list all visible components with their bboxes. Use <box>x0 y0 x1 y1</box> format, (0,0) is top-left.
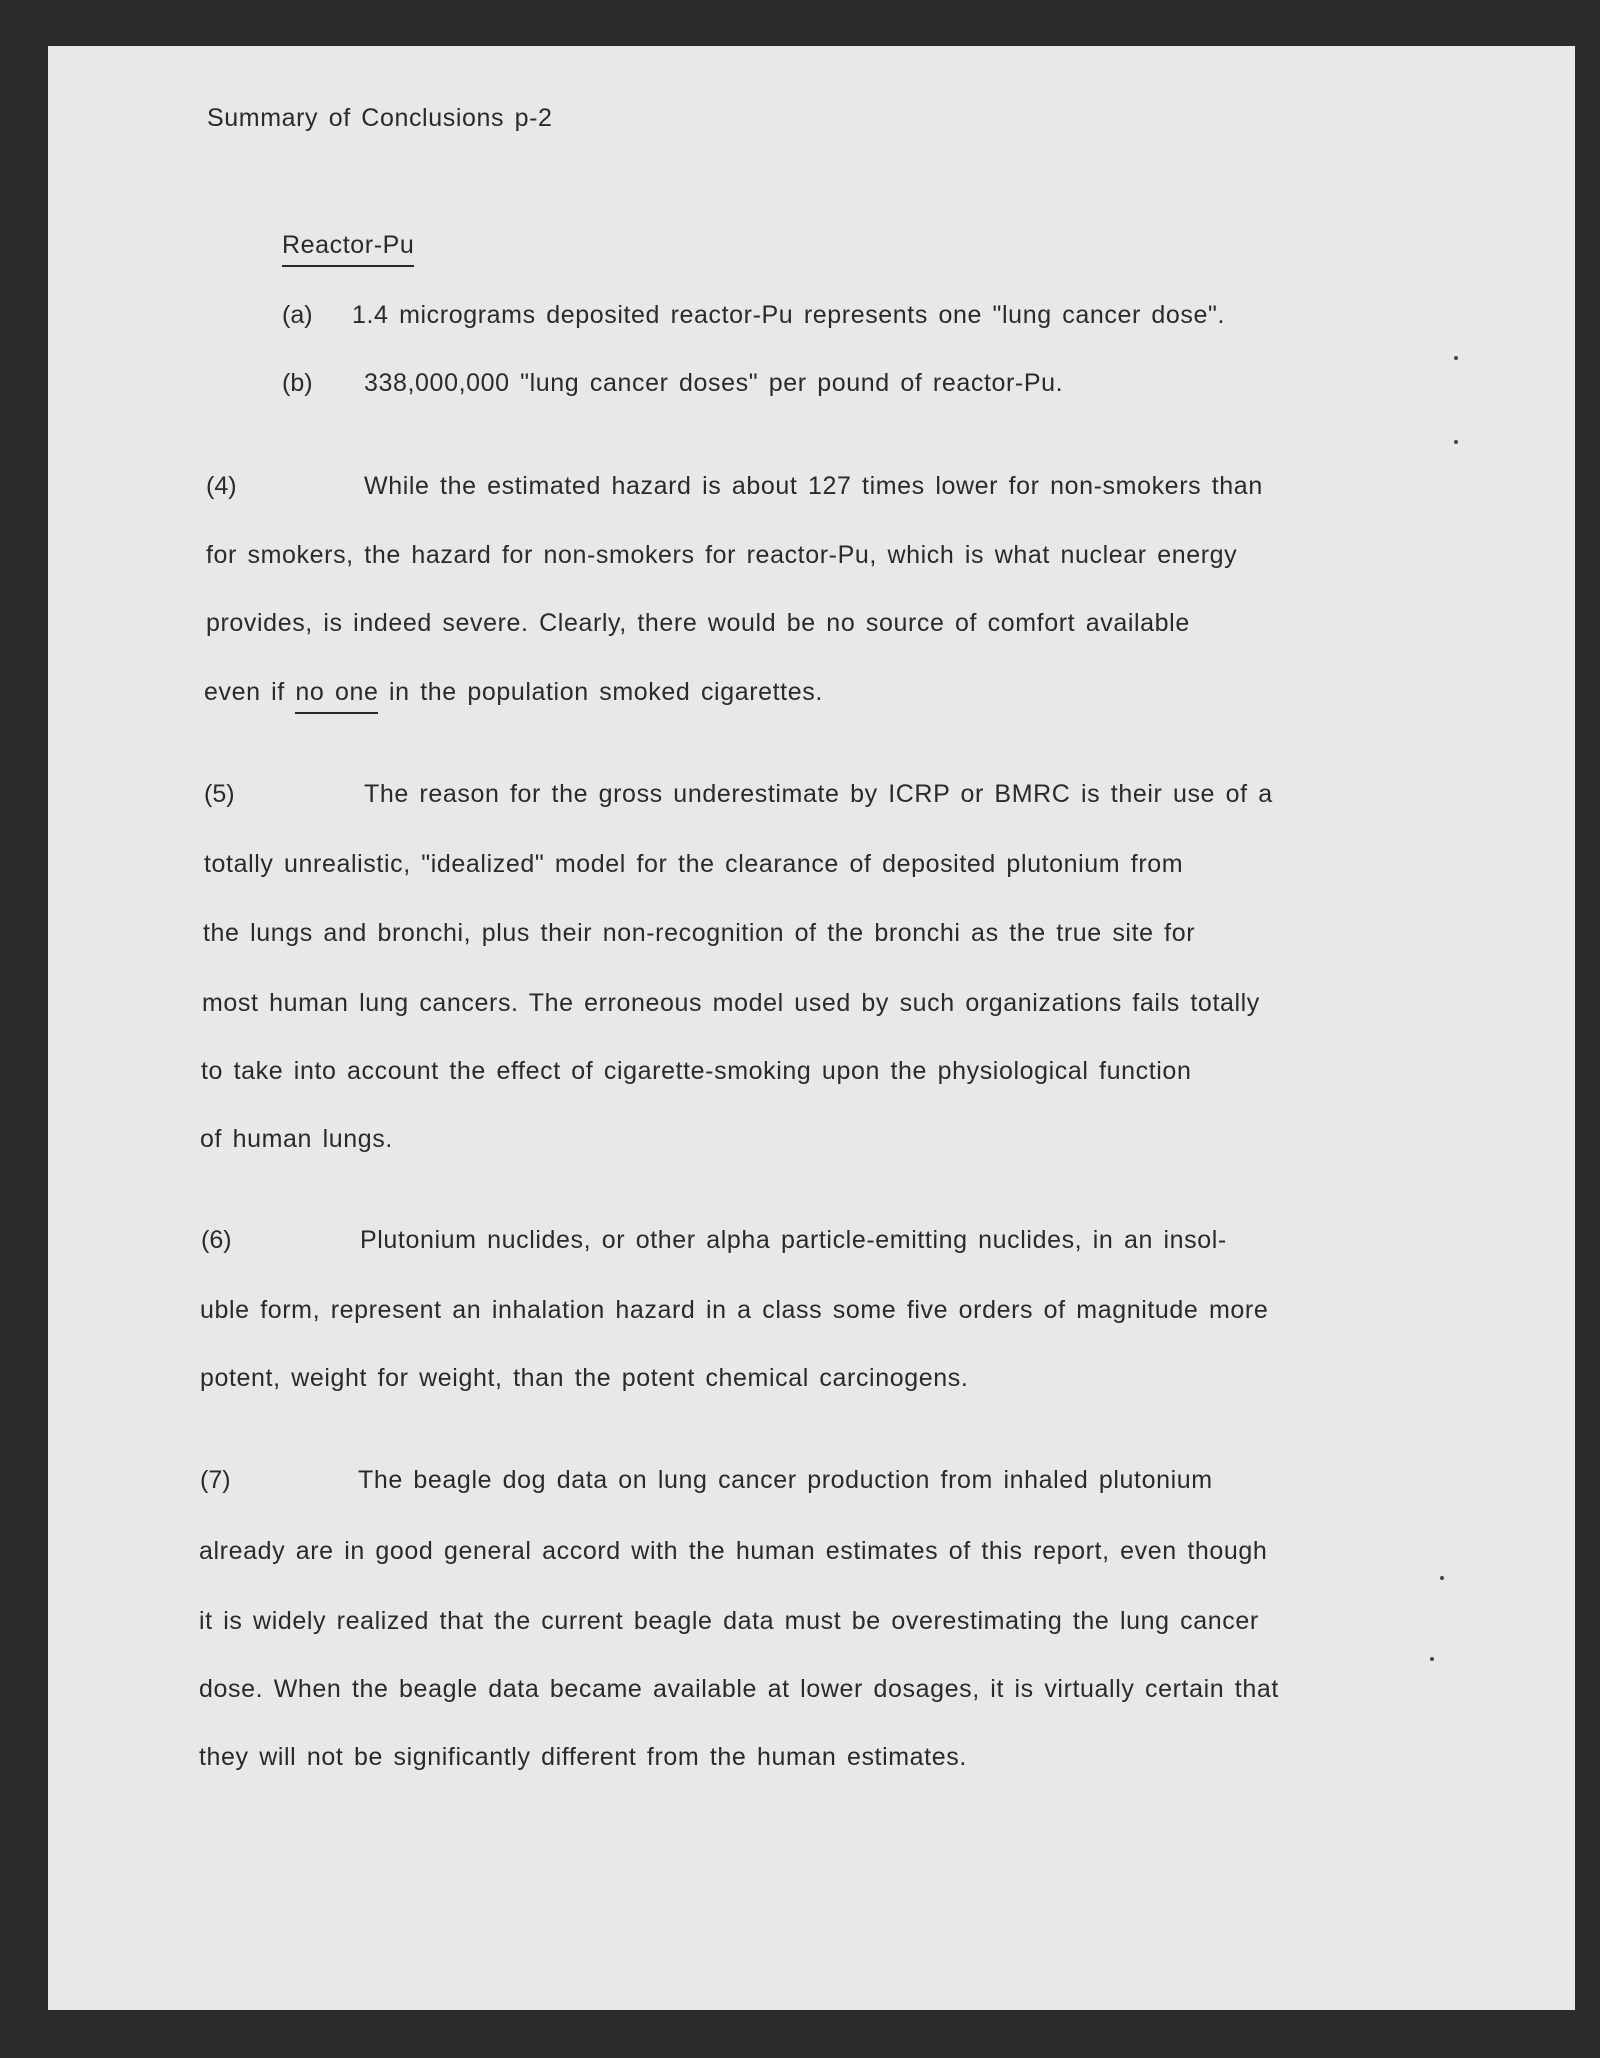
item-a-text: 1.4 micrograms deposited reactor-Pu represents one "lung cancer dose". <box>352 301 1226 329</box>
p5-line-4: most human lung cancers. The erroneous model used by such organizations fails totally <box>202 989 1260 1017</box>
p5-line-3: the lungs and bronchi, plus their non-recognition of the bronchi as the true site for <box>203 919 1196 947</box>
paper-speck <box>1454 356 1458 360</box>
paper-speck <box>1440 1576 1444 1580</box>
p6-line-1: Plutonium nuclides, or other alpha particle-emitting nuclides, in an insol- <box>360 1226 1227 1254</box>
p4-line-2: for smokers, the hazard for non-smokers for reactor-Pu, which is what nuclear energy <box>206 541 1238 569</box>
document-page <box>48 46 1575 2010</box>
p7-line-4: dose. When the beagle data became available at lower dosages, it is virtually certain that <box>199 1675 1279 1703</box>
item-b-label: (b) <box>282 369 313 397</box>
p7-line-5: they will not be significantly different from the human estimates. <box>199 1743 967 1771</box>
p5-label: (5) <box>204 780 235 808</box>
p5-line-5: to take into account the effect of cigarette-smoking upon the physiological function <box>201 1057 1192 1085</box>
p7-line-2: already are in good general accord with the human estimates of this report, even though <box>199 1537 1268 1565</box>
reactor-pu-heading <box>282 231 414 260</box>
p7-label: (7) <box>200 1466 231 1494</box>
p7-line-1: The beagle dog data on lung cancer production from inhaled plutonium <box>358 1466 1213 1494</box>
paper-speck <box>1430 1657 1434 1661</box>
p4-line-4-post: in the population smoked cigarettes. <box>378 678 823 706</box>
p6-line-2: uble form, represent an inhalation hazard in a class some five orders of magnitude more <box>200 1296 1269 1324</box>
p7-line-3: it is widely realized that the current beagle data must be overestimating the lung cancer <box>199 1607 1259 1635</box>
p4-line-4 <box>204 678 823 707</box>
p5-line-2: totally unrealistic, "idealized" model for the clearance of deposited plutonium from <box>204 850 1184 878</box>
p4-label: (4) <box>206 472 237 500</box>
p5-line-6: of human lungs. <box>200 1125 393 1153</box>
p4-line-4-pre: even if <box>204 678 296 706</box>
item-b-text: 338,000,000 "lung cancer doses" per pound of reactor-Pu. <box>364 369 1064 397</box>
reactor-pu-heading-text: Reactor-Pu <box>282 231 414 267</box>
p4-emphasis-no-one: no one <box>295 678 378 714</box>
paper-speck <box>1454 440 1458 444</box>
p5-line-1: The reason for the gross underestimate by ICRP or BMRC is their use of a <box>364 780 1273 808</box>
p4-line-1: While the estimated hazard is about 127 times lower for non-smokers than <box>364 472 1263 500</box>
p4-line-3: provides, is indeed severe. Clearly, there would be no source of comfort available <box>206 609 1190 637</box>
item-a-label: (a) <box>282 301 313 329</box>
page-header: Summary of Conclusions p-2 <box>207 104 553 132</box>
p6-line-3: potent, weight for weight, than the potent chemical carcinogens. <box>200 1364 969 1392</box>
p6-label: (6) <box>201 1226 232 1254</box>
